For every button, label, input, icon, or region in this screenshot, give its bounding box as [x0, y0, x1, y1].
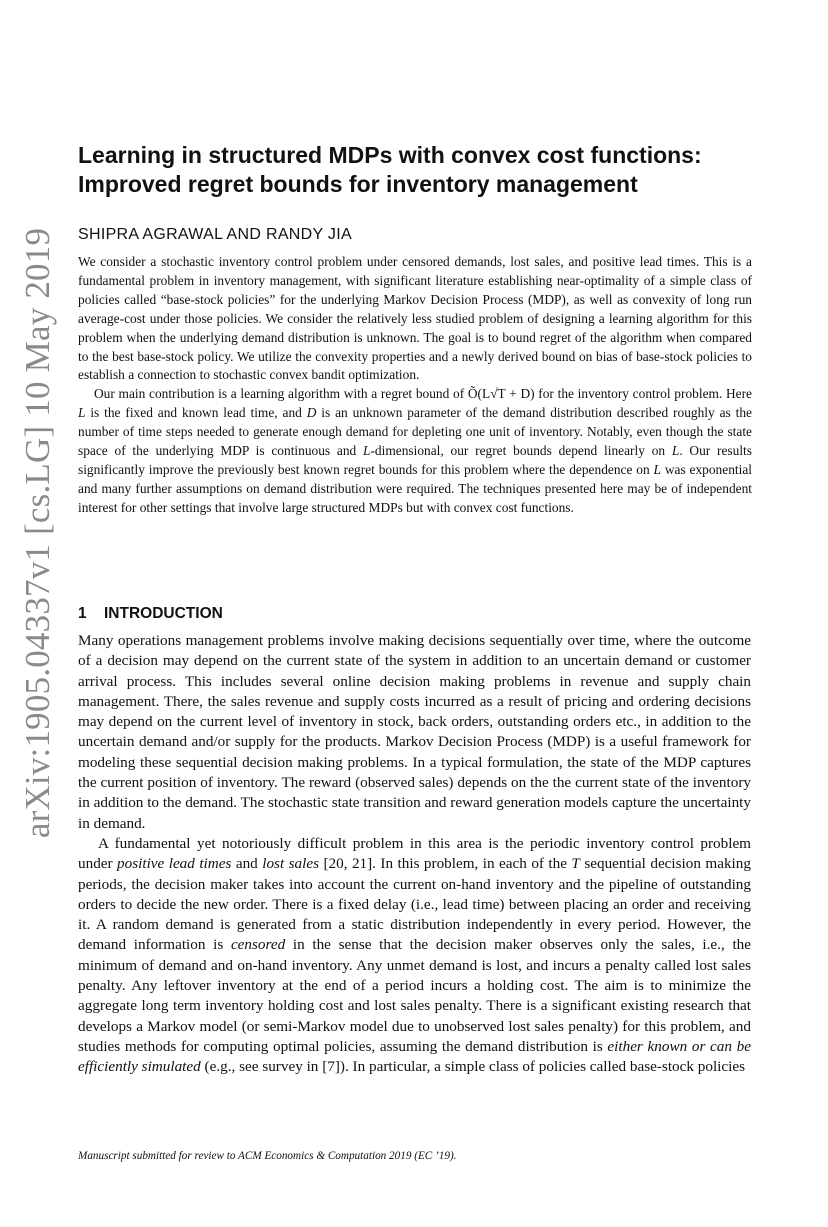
abstract-paragraph-2: Our main contribution is a learning algorithm with a regret bound of Õ(L√T + D) for the inventory control problem. Here L is the fixed and known lead time, and D is an unknown parameter of the demand distribution described roughly as the number of time steps needed to generate enough demand for depleting one unit of inventory. Notably, even though the state space of the underlying MDP is continuous and L-dimensional, our regret bounds depend linearly on L. Our results significantly improve the previously best known regret bounds for this problem where the dependence on L was exponential and many further assumptions on demand distribution were required. The techniques presented here may be of independent interest for other settings that involve large structured MDPs but with convex cost functions.	[78, 386, 752, 515]
paper-title	[78, 141, 778, 199]
title-line-1: Learning in structured MDPs with convex cost functions:	[78, 142, 702, 168]
abstract	[78, 253, 752, 518]
abstract-paragraph-1: We consider a stochastic inventory control problem under censored demands, lost sales, and positive lead times. This is a fundamental problem in inventory management, with significant literature establishing near-optimality of a simple class of policies called “base-stock policies” for the underlying Markov Decision Process (MDP), as well as convexity of long run average-cost under those policies. We consider the relatively less studied problem of designing a learning algorithm for this problem when the underlying demand distribution is unknown. The goal is to bound regret of the algorithm when compared to the best base-stock policy. We utilize the convexity properties and a newly derived bound on bias of base-stock policies to establish a connection to stochastic convex bandit optimization.	[78, 254, 752, 383]
introduction-body	[78, 631, 751, 1078]
manuscript-footer: Manuscript submitted for review to ACM Economics & Computation 2019 (EC ’19).	[78, 1150, 457, 1162]
regret-bound-formula: Õ(L√T + D)	[467, 386, 535, 402]
section-heading	[78, 605, 223, 623]
title-line-2: Improved regret bounds for inventory management	[78, 171, 638, 197]
intro-paragraph-1: Many operations management problems involve making decisions sequentially over time, where the outcome of a decision may depend on the current state of the system in addition to an uncertain demand or customer arrival process. This includes several online decision making problems in revenue and supply chain management. There, the sales revenue and supply costs incurred as a result of pricing and ordering decisions may depend on the current level of inventory in stock, back orders, outstanding orders etc., in addition to the uncertain demand and/or supply for the products. Markov Decision Process (MDP) is a useful framework for modeling these sequential decision making problems. In a typical formulation, the state of the MDP captures the current position of inventory. The reward (observed sales) depends on the the current state of the inventory in addition to the demand. The stochastic state transition and reward generation models capture the uncertainty in demand.	[78, 632, 751, 832]
arxiv-sidebar-stamp	[14, 228, 62, 838]
author-names: SHIPRA AGRAWAL AND RANDY JIA	[78, 226, 352, 243]
section-title: INTRODUCTION	[104, 605, 223, 622]
arxiv-identifier: arXiv:1905.04337v1 [cs.LG] 10 May 2019	[18, 227, 58, 839]
section-number: 1	[78, 605, 87, 622]
intro-paragraph-2: A fundamental yet notoriously difficult problem in this area is the periodic inventory control problem under positive lead times and lost sales [20, 21]. In this problem, in each of the T sequential decision making periods, the decision maker takes into account the current on-hand inventory and the pipeline of outstanding orders to decide the new order. There is a fixed delay (i.e., lead time) between placing an order and receiving it. A random demand is generated from a static distribution independently in every period. However, the demand information is censored in the sense that the decision maker observes only the sales, i.e., the minimum of demand and on-hand inventory. Any unmet demand is lost, and incurs a penalty called lost sales penalty. Any leftover inventory at the end of a period incurs a holding cost. The aim is to minimize the aggregate long term inventory holding cost and lost sales penalty. There is a significant existing research that develops a Markov model (or semi-Markov model due to unobserved lost sales penalty) for this problem, and studies methods for computing optimal policies, assuming the demand distribution is either known or can be efficiently simulated (e.g., see survey in [7]). In particular, a simple class of policies called base-stock policies	[78, 834, 751, 1076]
